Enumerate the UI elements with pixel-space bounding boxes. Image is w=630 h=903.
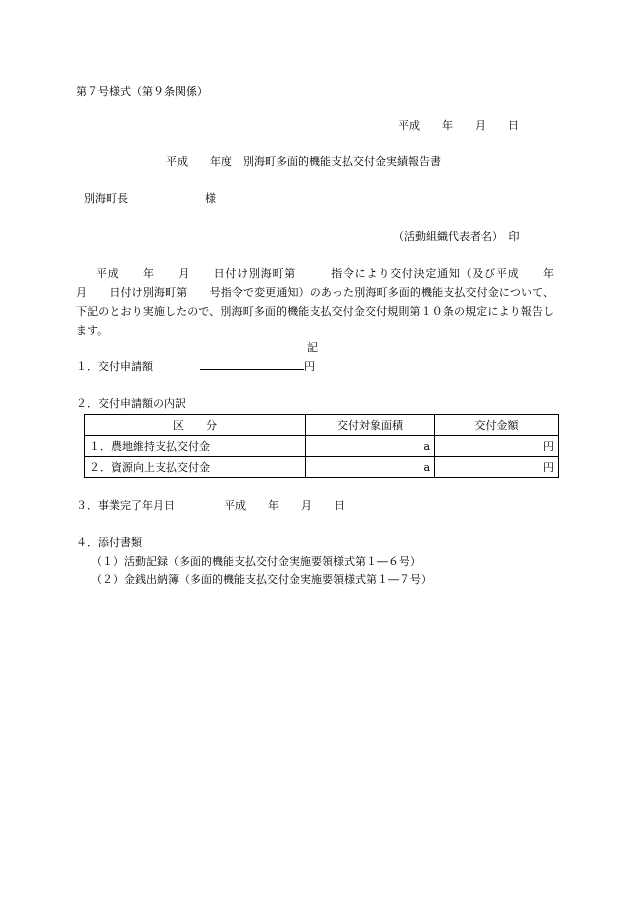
body-paragraph: 平成 年 月 日付け別海町第 指令により交付決定通知（及び平成 年 月 日付け別海町第 号指令で変更通知）のあった別海町多面的機能支払交付金について、下記のとおり実施したので、別海町多面的機能支払交付金交付規則第１０条の規定により報告します。 <box>76 267 576 337</box>
attachment-item: （１）活動記録（多面的機能支払交付金実施要領様式第１―６号） <box>91 555 421 568</box>
amount-blank <box>200 369 304 370</box>
completion-date: 平成 年 月 日 <box>224 499 345 512</box>
row-category: ２．資源向上支払交付金 <box>85 457 306 478</box>
table-row <box>85 436 559 457</box>
item2-label: ２．交付申請額の内訳 <box>76 397 186 410</box>
item1-amount <box>200 360 315 374</box>
report-date: 平成 年 月 日 <box>398 119 519 132</box>
yen-unit: 円 <box>304 360 315 373</box>
form-number: 第７号様式（第９条関係） <box>76 85 208 98</box>
row-area-unit: a <box>306 436 435 457</box>
item3-label: ３．事業完了年月日 <box>76 499 175 512</box>
header-amount: 交付金額 <box>435 415 559 436</box>
row-amount-unit: 円 <box>435 436 559 457</box>
table-header-row <box>85 415 559 436</box>
table-row <box>85 457 559 478</box>
attachment-item: （２）金銭出納簿（多面的機能支払交付金実施要領様式第１―７号） <box>91 573 432 586</box>
header-area: 交付対象面積 <box>306 415 435 436</box>
representative-seal: （活動組織代表者名） 印 <box>393 230 520 243</box>
document-title: 平成 年度 別海町多面的機能支払交付金実績報告書 <box>166 155 441 168</box>
item4-label: ４．添付書類 <box>76 536 142 549</box>
item1-label: １．交付申請額 <box>76 360 153 373</box>
row-category: １．農地維持支払交付金 <box>85 436 306 457</box>
breakdown-table <box>84 414 559 478</box>
row-area-unit: a <box>306 457 435 478</box>
ki-heading: 記 <box>307 341 318 354</box>
row-amount-unit: 円 <box>435 457 559 478</box>
addressee: 別海町長 様 <box>84 192 216 205</box>
header-category: 区 分 <box>85 415 306 436</box>
